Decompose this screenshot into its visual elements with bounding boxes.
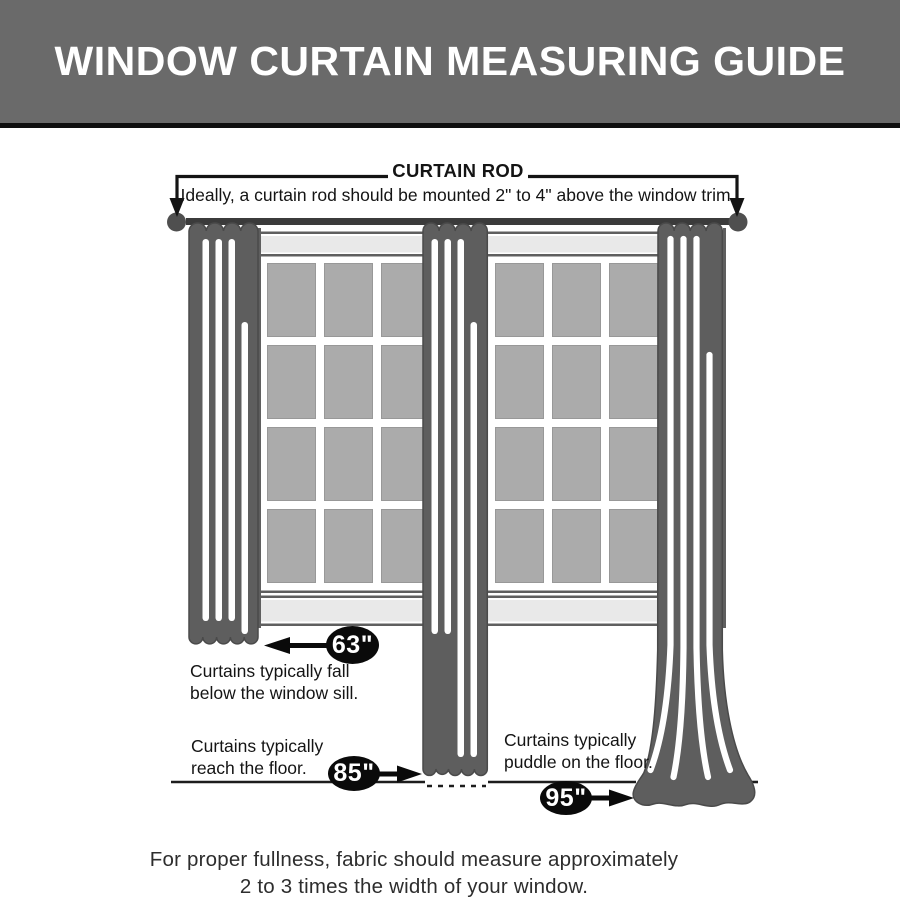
fullness-note-line1: For proper fullness, fabric should measure approximately	[149, 848, 679, 871]
caption-reach-floor	[191, 736, 323, 780]
measurement-badge-85: 85"	[328, 756, 380, 791]
fullness-note-line2: 2 to 3 times the width of your window.	[239, 874, 589, 898]
caption-below-sill	[190, 661, 358, 705]
arrow-right-icon	[609, 790, 634, 807]
caption-line: reach the floor.	[191, 757, 307, 778]
window-head-trim	[261, 236, 723, 253]
arrow-left-icon	[264, 637, 290, 654]
caption-line: Curtains typically fall	[190, 661, 350, 681]
window-panes	[267, 263, 715, 583]
caption-line: Curtains typically	[504, 730, 637, 750]
measurement-badge-95: 95"	[540, 781, 592, 815]
window-sill	[261, 600, 723, 622]
curtain-below-sill	[189, 223, 258, 644]
rod-finial-right	[729, 213, 748, 232]
measurement-badge-63: 63"	[326, 626, 379, 664]
caption-line: puddle on the floor.	[504, 751, 653, 772]
arrow-right-icon	[397, 766, 422, 783]
fullness-note	[113, 847, 715, 900]
curtain-rod-bar	[186, 218, 732, 225]
curtain-rod-description: Ideally, a curtain rod should be mounted 2" to 4" above the window trim.	[180, 185, 736, 205]
page-title: WINDOW CURTAIN MEASURING GUIDE	[54, 38, 846, 84]
curtain-rod-label: CURTAIN ROD	[392, 160, 524, 181]
curtain-reach-floor	[423, 223, 487, 776]
caption-line: below the window sill.	[190, 682, 359, 703]
caption-line: Curtains typically	[191, 736, 324, 756]
caption-puddle-floor	[504, 730, 653, 774]
